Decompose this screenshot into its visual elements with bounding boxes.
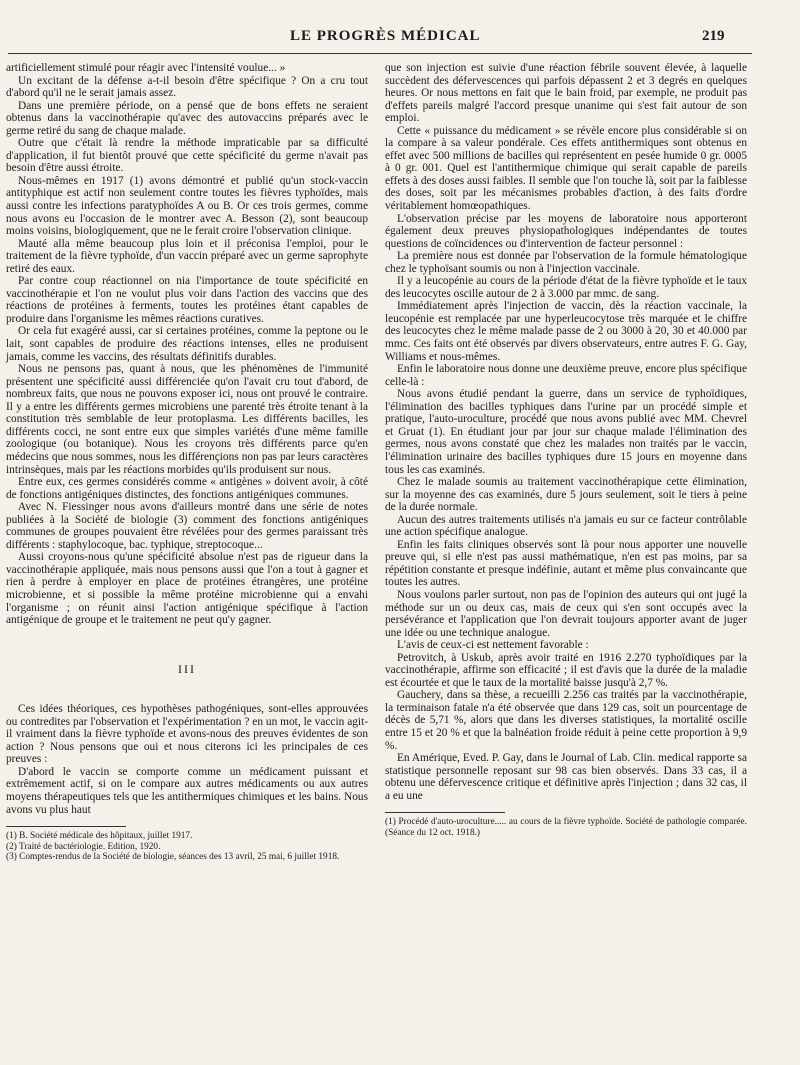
paragraph: D'abord le vaccin se comporte comme un médicament puissant et extrêmement actif, si on le compare aux autres médicaments ou aux autres moyens thérapeutiques tels que les antithermiques chimiques et les bains. Nous avons vu plus haut [6, 765, 368, 816]
footnote: (1) Procédé d'auto-uroculture..... au cours de la fièvre typhoïde. Société de pathologie comparée. (Séance du 12 oct. 1918.) [385, 817, 747, 838]
header-rule [8, 53, 752, 54]
paragraph: Mauté alla même beaucoup plus loin et il préconisa l'emploi, pour le traitement de la fièvre typhoïde, d'un vaccin préparé avec un germe saprophyte retiré des eaux. [6, 237, 368, 275]
paragraph: La première nous est donnée par l'observation de la formule hématologique chez le typhoïsant soumis ou non à l'injection vaccinale. [385, 250, 747, 275]
paragraph: Un excitant de la défense a-t-il besoin d'être spécifique ? On a cru tout d'abord qu'il ne le serait jamais assez. [6, 74, 368, 100]
paragraph: Par contre coup réactionnel on nia l'importance de toute spécificité en vaccinothérapie et l'on ne voulut plus voir dans l'action des vaccins que des réactions de protéines à ferments, toutes les protéines étant capables de produire dans l'organisme les mêmes réactions curatives. [6, 275, 368, 325]
footnote: (2) Traité de bactériologie. Edition, 1920. [6, 841, 161, 852]
paragraph: Nous avons étudié pendant la guerre, dans un service de typhoïdiques, l'élimination des bacilles typhiques dans l'urine par un procédé simple et pratique, l'auto-uroculture, procédé que nous avons publié avec MM. Chevrel et Gruat (1). En étudiant jour par jour sur chaque malade l'élimination des germes, nous avons constaté que chez les malades non traités par le vaccin, l'élimination urinaire des bacilles typhiques dure 15 jours en moyenne dans tous les cas examinés. [385, 388, 747, 476]
paragraph: Ces idées théoriques, ces hypothèses pathogéniques, sont-elles approuvées ou contredites par l'observation et l'expérimentation ? en un mot, le vaccin agit-il vraiment dans la fièvre typhoïde et avons-nous des preuves évidentes de son action ? Nous pensons que oui et nous citerons ici les principales de ces preuves : [6, 703, 368, 766]
paragraph: Avec N. Fiessinger nous avons d'ailleurs montré dans une série de notes publiées à la Société de biologie (3) comment des fonctions antigéniques communes de groupes pouvaient être révélées pour des germes paraissant très différents : staphylocoque, bac. typhique, streptocoque... [6, 501, 368, 551]
paragraph: Nous voulons parler surtout, non pas de l'opinion des auteurs qui ont jugé la méthode sur un ou deux cas, mais de ceux qui s'en sont occupés avec la persévérance et l'application que l'on devrait toujours apporter avant de juger une idée ou une technique analogue. [385, 588, 747, 639]
paragraph: Aussi croyons-nous qu'une spécificité absolue n'est pas de rigueur dans la vaccinothérapie appliquée, mais nous pensons aussi que l'on a tout à gagner et rien à perdre à employer en place de protéines étrangères, une protéine microbienne, et si possible la même protéine microbienne qui a envahi l'organisme ; on réunit ainsi l'action antigénique spécifique à l'action antigénique de groupe et le traitement ne peut qu'y gagner. [6, 551, 368, 627]
paragraph: L'observation précise par les moyens de laboratoire nous apporteront également deux preuves physiopathologiques indépendantes de toutes questions de coïncidences ou d'intervention de facteur personnel : [385, 212, 747, 250]
section-heading: III [178, 661, 196, 676]
paragraph: Gauchery, dans sa thèse, a recueilli 2.256 cas traités par la vaccinothérapie, la terminaison fatale n'a été observée que dans 129 cas, soit un pourcentage de décès de 5,71 %, alors que dans les diverses statistiques, la mortalité oscille entre 15 et 20 % et que la balnéation froide réduit à peine cette proportion à 9,9 %. [385, 689, 747, 752]
journal-title: LE PROGRÈS MÉDICAL [290, 28, 481, 44]
paragraph: En Amérique, Eved. P. Gay, dans le Journal of Lab. Clin. medical rapporte sa statistique personnelle reposant sur 98 cas bien observés. Dans 33 cas, il a obtenu une défervescence critique et définitive après l'injection ; dans 32 cas, il a eu une [385, 752, 747, 802]
paragraph: Chez le malade soumis au traitement vaccinothérapique cette élimination, sur la moyenne des cas examinés, dure 5 jours seulement, soit le tiers à peine de la durée normale. [385, 476, 747, 514]
page-number: 219 [702, 28, 725, 44]
footnotes [6, 831, 368, 863]
page-header [0, 28, 800, 50]
paragraph: artificiellement stimulé pour réagir avec l'intensité voulue... » [6, 62, 286, 74]
footnote: (1) B. Société médicale des hôpitaux, juillet 1917. [6, 831, 193, 842]
paragraph: Outre que c'était là rendre la méthode impraticable par sa difficulté d'application, il fut bientôt prouvé que cette spécificité du germe n'avait pas besoin d'être aussi étroite. [6, 137, 368, 175]
paragraph: Dans une première période, on a pensé que de bons effets ne seraient obtenus dans la vaccinothérapie qu'avec des autovaccins préparés avec le germe retiré du sang de chaque malade. [6, 99, 368, 137]
paragraph: Immédiatement après l'injection de vaccin, dès la réaction vaccinale, la leucopénie est remplacée par une hyperleucocytose très marquée et le chiffre des leucocytes chez le même malade passe de 2 ou 3000 à 20, 30 et 40.000 par mmc. Ces faits ont été observés par divers observateurs, entre autres F. G. Gay, Williams et nous-mêmes. [385, 300, 747, 363]
footnote: (3) Comptes-rendus de la Société de biologie, séances des 13 avril, 25 mai, 6 juillet 1918. [6, 852, 340, 863]
paragraph: Entre eux, ces germes considérés comme « antigènes » doivent avoir, à côté de fonctions antigéniques distinctes, des fonctions antigéniques communes. [6, 476, 368, 501]
left-column [6, 62, 368, 863]
footnotes [385, 817, 747, 838]
paragraph: Il y a leucopénie au cours de la période d'état de la fièvre typhoïde et le taux des leucocytes oscille autour de 2 à 3.000 par mmc. de sang. [385, 275, 747, 300]
paragraph: Or cela fut exagéré aussi, car si certaines protéines, comme la peptone ou le lait, sont capables de produire des réactions intenses, elles ne produisent jamais, comme les vaccins, des résultats définitifs durables. [6, 325, 368, 363]
paragraph: Petrovitch, à Uskub, après avoir traité en 1916 2.270 typhoïdiques par la vaccinothérapie, affirme son efficacité ; il est d'avis que la durée de la maladie est écourtée et que le taux de la mortalité baisse jusqu'à 2,7 %. [385, 651, 747, 689]
paragraph: Enfin le laboratoire nous donne une deuxième preuve, encore plus spécifique celle-là : [385, 363, 747, 388]
paragraph: Enfin les faits cliniques observés sont là pour nous apporter une nouvelle preuve qui, si elle n'est pas aussi mathématique, n'en est pas moins, par sa répétition constante et presque indéfinie, autant et même plus convaincante que toutes les autres. [385, 538, 747, 589]
paragraph: Nous-mêmes en 1917 (1) avons démontré et publié qu'un stock-vaccin antityphique est actif non seulement contre toutes les fièvres typhoïdes, mais aussi contre les infections paratyphoïdes A ou B. Or ces trois germes, comme nous avons eu l'occasion de le montrer avec A. Besson (2), sont beaucoup moins voisins, biologiquement, que ne le ferait croire l'observation clinique. [6, 174, 368, 238]
footnote-rule [6, 826, 126, 827]
paragraph: que son injection est suivie d'une réaction fébrile souvent élevée, à laquelle succèdent des défervescences qui parfois dépassent 2 et 3 degrés en quelques heures. Or nous mettons en fait que le bain froid, par exemple, ne produit pas d'effets pareils malgré l'accord presque unanime qui s'est fait autour de son emploi. [385, 62, 747, 125]
footnote-rule [385, 812, 505, 813]
paragraph: L'avis de ceux-ci est nettement favorable : [397, 639, 589, 652]
paragraph: Aucun des autres traitements utilisés n'a jamais eu sur ce facteur contrôlable une action spécifique analogue. [385, 513, 747, 539]
paragraph: Cette « puissance du médicament » se révèle encore plus considérable si on la compare à sa valeur pondérale. Ces effets antithermiques sont obtenus en effet avec 500 millions de bacilles qui représentent en pesée humide 0 gr. 0005 à 0 gr. 001. Quel est l'antithermique chimique qui serait capable de pareils effets à des doses aussi faibles. Il semble que l'on touche là, soit par la faiblesse des doses, soit par les mécanismes probables d'action, à des faits d'ordre véritablement homœopathiques. [385, 124, 747, 213]
right-column [385, 62, 747, 838]
paragraph: Nous ne pensons pas, quant à nous, que les phénomènes de l'immunité présentent une spécificité aussi différenciée qu'on l'avait cru tout d'abord, de nombreux faits, que nous ne pouvons exposer ici, nous ont prouvé le contraire. Il y a entre les différents germes microbiens une parenté très étroite tenant à la constitution très semblable de leur protoplasma. Les différents bacilles, les différents cocci, ne sont entre eux que simples variétés d'une même famille zoologique (ou botanique). Nous les croyons très différents parce qu'en médecins que nous sommes, nous les différençions non pas par leurs caractères intrinsèques, mais par les réactions morbides qu'ils produisent sur nous. [6, 363, 368, 476]
